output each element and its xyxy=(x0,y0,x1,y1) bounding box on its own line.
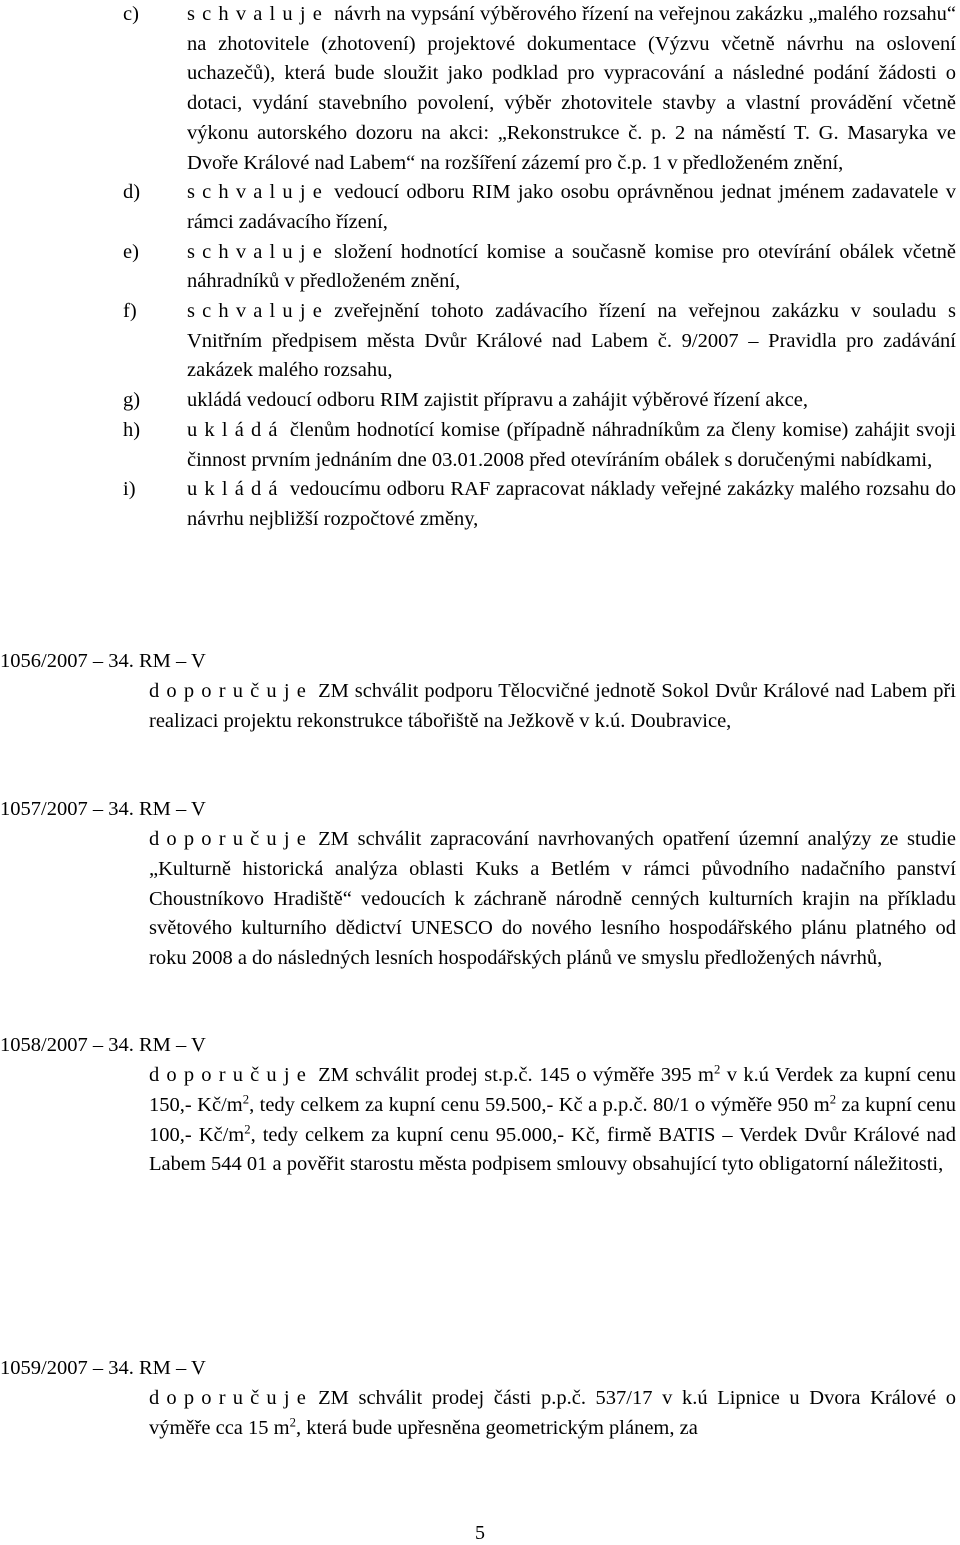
resolution-text-part: , tedy celkem za kupní cenu 95.000,- Kč, firmě BATIS – Verdek Dvůr Králové nad Labem 544 01 a pověřit starostu města podpisem smlouvy obsahující tyto obligatorní náležitosti, xyxy=(149,1123,956,1176)
resolution-text-part: , která bude upřesněna geometrickým plánem, za xyxy=(295,1416,698,1439)
list-item-f xyxy=(123,297,956,386)
list-item-e xyxy=(123,238,956,297)
item-text: ukládá vedoucí odboru RIM zajistit přípravu a zahájit výběrové řízení akce, xyxy=(187,389,809,412)
resolution-header: 1056/2007 – 34. RM – V xyxy=(0,650,206,672)
resolution-body xyxy=(149,1384,956,1444)
list-item-g xyxy=(123,386,956,416)
resolution-text-part: v k.ú Verdek za kupní cenu 150,- Kč/m xyxy=(149,1064,957,1116)
item-text: zveřejnění tohoto zadávacího řízení na veřejnou zakázku v souladu s Vnitřním předpisem města Dvůr Králové nad Labem č. 9/2007 – Pravidla pro zadávání zakázek malého rozsahu, xyxy=(187,300,956,382)
item-text: složení hodnotící komise a současně komise pro otevírání obálek včetně náhradníků v předloženém znění, xyxy=(187,240,956,293)
resolution-body xyxy=(149,677,956,737)
item-label: f) xyxy=(123,300,137,323)
resolution-verb: doporučuje xyxy=(149,680,313,702)
item-label: e) xyxy=(123,240,139,263)
item-label: c) xyxy=(123,3,139,25)
list-item-d xyxy=(123,178,956,237)
resolution-text: ZM schválit zapracování navrhovaných opatření územní analýzy ze studie „Kulturně historická analýza oblasti Kuks a Betlém v rámci původního nadačního panství Choustníkovo Hradiště“ vedoucích k záchraně národně cenných kulturních krajin na příkladu světového kulturního dědictví UNESCO do nového lesního hospodářského plánu platného od roku 2008 a do následných lesních hospodářských plánů ve smyslu předložených návrhů, xyxy=(149,828,956,970)
item-verb: ukládá xyxy=(187,478,285,501)
item-label: i) xyxy=(123,478,136,501)
resolution-verb: doporučuje xyxy=(149,828,313,850)
resolution-text-part: ZM schválit prodej části p.p.č. 537/17 v k.ú Lipnice u Dvora Králové o výměře cca 15 m xyxy=(149,1387,956,1439)
resolution-text: ZM schválit podporu Tělocvičné jednotě Sokol Dvůr Králové nad Labem při realizaci projektu rekonstrukce tábořiště na Ježkově v k.ú. Doubravice, xyxy=(149,680,956,732)
item-verb: ukládá xyxy=(187,418,285,441)
resolution-item-list xyxy=(123,0,956,535)
resolution-verb: doporučuje xyxy=(149,1064,313,1086)
item-verb: schvaluje xyxy=(187,181,329,204)
item-text: členům hodnotící komise (případně náhradníkům za členy komise) zahájit svoji činnost prvním jednáním dne 03.01.2008 před otevíráním obálek s doručenými nabídkami, xyxy=(187,418,956,471)
item-verb: schvaluje xyxy=(187,240,329,263)
resolution-text-part: , tedy celkem za kupní cenu 59.500,- Kč a p.p.č. 80/1 o výměře 950 m xyxy=(249,1093,830,1116)
list-item-c xyxy=(123,0,956,178)
item-verb: schvaluje xyxy=(187,3,329,25)
resolution-header: 1057/2007 – 34. RM – V xyxy=(0,798,206,820)
item-label: g) xyxy=(123,389,141,412)
resolution-verb: doporučuje xyxy=(149,1387,313,1409)
unit-exponent: 2 xyxy=(289,1415,296,1430)
unit-exponent: 2 xyxy=(829,1092,837,1107)
resolution-text-part: za kupní cenu 100,- Kč/m xyxy=(149,1093,956,1146)
unit-exponent: 2 xyxy=(713,1062,721,1077)
unit-exponent: 2 xyxy=(242,1092,250,1107)
list-item-i xyxy=(123,475,956,534)
resolution-header: 1058/2007 – 34. RM – V xyxy=(0,1034,206,1056)
resolution-text-part: ZM schválit prodej st.p.č. 145 o výměře 395 m xyxy=(318,1064,714,1086)
resolution-header: 1059/2007 – 34. RM – V xyxy=(0,1357,206,1379)
page-number: 5 xyxy=(475,1522,485,1544)
list-item-h xyxy=(123,416,956,475)
item-text: vedoucímu odboru RAF zapracovat náklady veřejné zakázky malého rozsahu do návrhu nejbližší rozpočtové změny, xyxy=(187,478,956,530)
item-text: vedoucí odboru RIM jako osobu oprávněnou jednat jménem zadavatele v rámci zadávacího řízení, xyxy=(187,181,956,233)
resolution-body xyxy=(149,825,956,974)
item-text: návrh na vypsání výběrového řízení na veřejnou zakázku „malého rozsahu“ na zhotovitele (zhotovení) projektové dokumentace (Výzvu včetně návrhu na oslovení uchazečů), která bude sloužit jako podklad pro vypracování a následné podání žádosti o dotaci, vydání stavebního povolení, výběr zhotovitele stavby a vlastní provádění včetně výkonu autorského dozoru na akci: „Rekonstrukce č. p. 2 na náměstí T. G. Masaryka ve Dvoře Králové nad Labem“ na rozšíření zázemí pro č.p. 1 v předloženém znění, xyxy=(187,3,956,174)
resolution-body xyxy=(149,1061,956,1180)
item-verb: schvaluje xyxy=(187,300,329,323)
item-label: h) xyxy=(123,418,141,441)
item-label: d) xyxy=(123,181,141,204)
unit-exponent: 2 xyxy=(244,1121,251,1136)
